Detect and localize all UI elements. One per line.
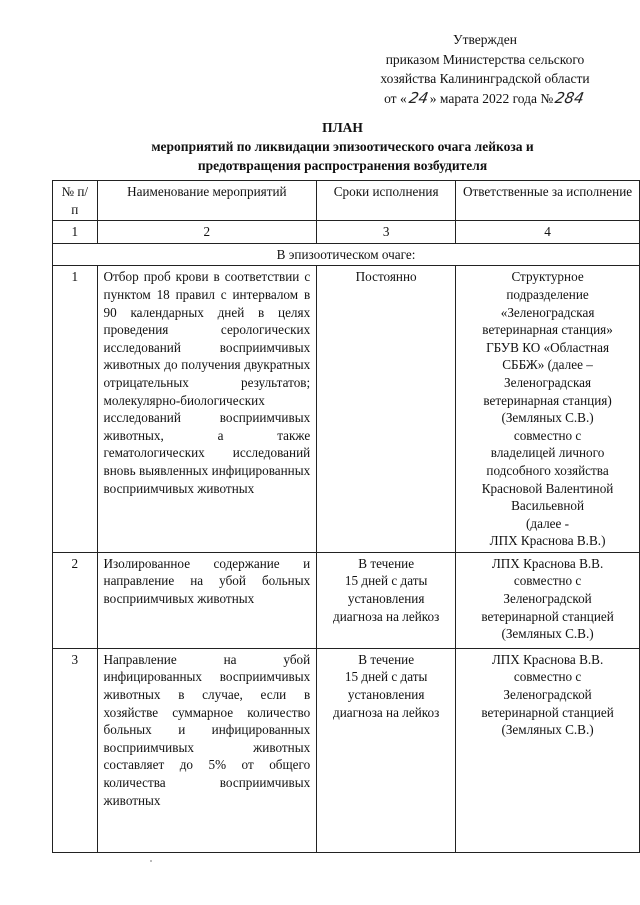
responsible-line: (Земляных С.В.) bbox=[501, 626, 594, 642]
approval-date-line bbox=[340, 89, 630, 109]
responsible-line: Зеленоградской bbox=[503, 591, 592, 607]
col-number: 1 bbox=[53, 221, 98, 244]
responsible-line: владелицей личного bbox=[490, 445, 605, 461]
responsible-line: ветеринарная станция» bbox=[482, 322, 613, 338]
row-num: 1 bbox=[53, 266, 98, 553]
responsible-line: ветеринарной станцией bbox=[481, 608, 614, 624]
section-heading: В эпизоотическом очаге: bbox=[53, 243, 640, 266]
approval-order-line: приказом Министерства сельского bbox=[385, 51, 585, 67]
responsible-line: ветеринарной станцией bbox=[481, 704, 614, 720]
responsible-line: ЛПХ Краснова В.В.) bbox=[489, 533, 606, 549]
responsible-line: совместно с bbox=[513, 427, 582, 443]
deadline-line: В течение bbox=[358, 555, 415, 571]
table-row bbox=[53, 552, 640, 648]
handwritten-day: 24 bbox=[407, 88, 430, 107]
deadline-line: диагноза на лейкоз bbox=[333, 704, 440, 720]
handwritten-order-number: 284 bbox=[553, 88, 586, 107]
row-num: 3 bbox=[53, 648, 98, 852]
header-name: Наименование мероприятий bbox=[97, 181, 317, 221]
responsible-line: (далее - bbox=[526, 515, 570, 531]
title-subtitle-2: предотвращения распространения возбудителя bbox=[197, 158, 488, 173]
table-row bbox=[53, 266, 640, 553]
header-num: № п/п bbox=[53, 181, 98, 221]
responsible-line: ЛПХ Краснова В.В. bbox=[491, 555, 604, 571]
col-number: 4 bbox=[456, 221, 640, 244]
date-prefix: от « bbox=[384, 90, 407, 106]
responsible-line: ЛПХ Краснова В.В. bbox=[491, 651, 604, 667]
row-deadline bbox=[317, 648, 456, 852]
plan-table bbox=[52, 180, 640, 853]
table-row bbox=[53, 648, 640, 852]
responsible-line: ГБУВ КО «Областная bbox=[486, 339, 610, 355]
responsible-line: подразделение bbox=[506, 286, 589, 302]
column-number-row bbox=[53, 221, 640, 244]
deadline-line: В течение bbox=[358, 651, 415, 667]
approval-block bbox=[340, 30, 630, 108]
responsible-line: совместно с bbox=[513, 573, 582, 589]
row-responsible bbox=[456, 552, 640, 648]
responsible-line: Структурное bbox=[511, 269, 584, 285]
scan-speck bbox=[150, 860, 152, 862]
section-row bbox=[53, 243, 640, 266]
deadline-line: установления bbox=[347, 591, 425, 607]
col-number: 3 bbox=[317, 221, 456, 244]
document-title bbox=[50, 118, 635, 175]
responsible-line: (Земляных С.В.) bbox=[501, 722, 594, 738]
approval-ministry-line: хозяйства Калининградской области bbox=[380, 71, 590, 86]
responsible-line: Зеленоградской bbox=[503, 687, 592, 703]
deadline-line: установления bbox=[347, 687, 425, 703]
row-name: Отбор проб крови в соответствии с пунктом 18 правил с интервалом в 90 календарных дней в целях проведения серологических исследований восприимчивых животных до получения двукратных отрицательных результатов; молекулярно-биологических исследований восприимчивых животных, а также гематологических исследований вновь выявленных инфицированных восприимчивых животных bbox=[97, 266, 317, 553]
deadline-line: 15 дней с даты bbox=[344, 669, 428, 685]
title-subtitle-1: мероприятий по ликвидации эпизоотического очага лейкоза и bbox=[151, 139, 534, 154]
row-deadline bbox=[317, 552, 456, 648]
row-name: Направление на убой инфицированных восприимчивых животных в случае, если в хозяйстве суммарное количество больных и инфицированных восприимчивых животных составляет до 5% от общего количества восприимчивых животных bbox=[97, 648, 317, 852]
header-deadline: Сроки исполнения bbox=[317, 181, 456, 221]
date-middle: » марата 2022 года № bbox=[429, 90, 554, 106]
title-main: ПЛАН bbox=[322, 120, 363, 135]
table-header-row bbox=[53, 181, 640, 221]
deadline-line: Постоянно bbox=[355, 269, 417, 285]
responsible-line: «Зеленоградская bbox=[500, 304, 595, 320]
responsible-line: Зеленоградская bbox=[504, 374, 592, 390]
responsible-line: (Земляных С.В.) bbox=[501, 410, 594, 426]
approval-heading: Утвержден bbox=[453, 32, 517, 47]
deadline-line: диагноза на лейкоз bbox=[333, 608, 440, 624]
col-number: 2 bbox=[97, 221, 317, 244]
row-name: Изолированное содержание и направление на убой больных восприимчивых животных bbox=[97, 552, 317, 648]
responsible-line: Красновой Валентиной bbox=[481, 480, 614, 496]
responsible-line: СББЖ» (далее – bbox=[502, 357, 593, 373]
responsible-line: Васильевной bbox=[511, 498, 585, 514]
deadline-line: 15 дней с даты bbox=[344, 573, 428, 589]
responsible-line: ветеринарная станция) bbox=[483, 392, 612, 408]
responsible-line: совместно с bbox=[513, 669, 582, 685]
row-deadline bbox=[317, 266, 456, 553]
row-num: 2 bbox=[53, 552, 98, 648]
row-responsible bbox=[456, 648, 640, 852]
row-responsible bbox=[456, 266, 640, 553]
header-responsible: Ответственные за исполнение bbox=[456, 181, 640, 221]
responsible-line: подсобного хозяйства bbox=[486, 462, 609, 478]
